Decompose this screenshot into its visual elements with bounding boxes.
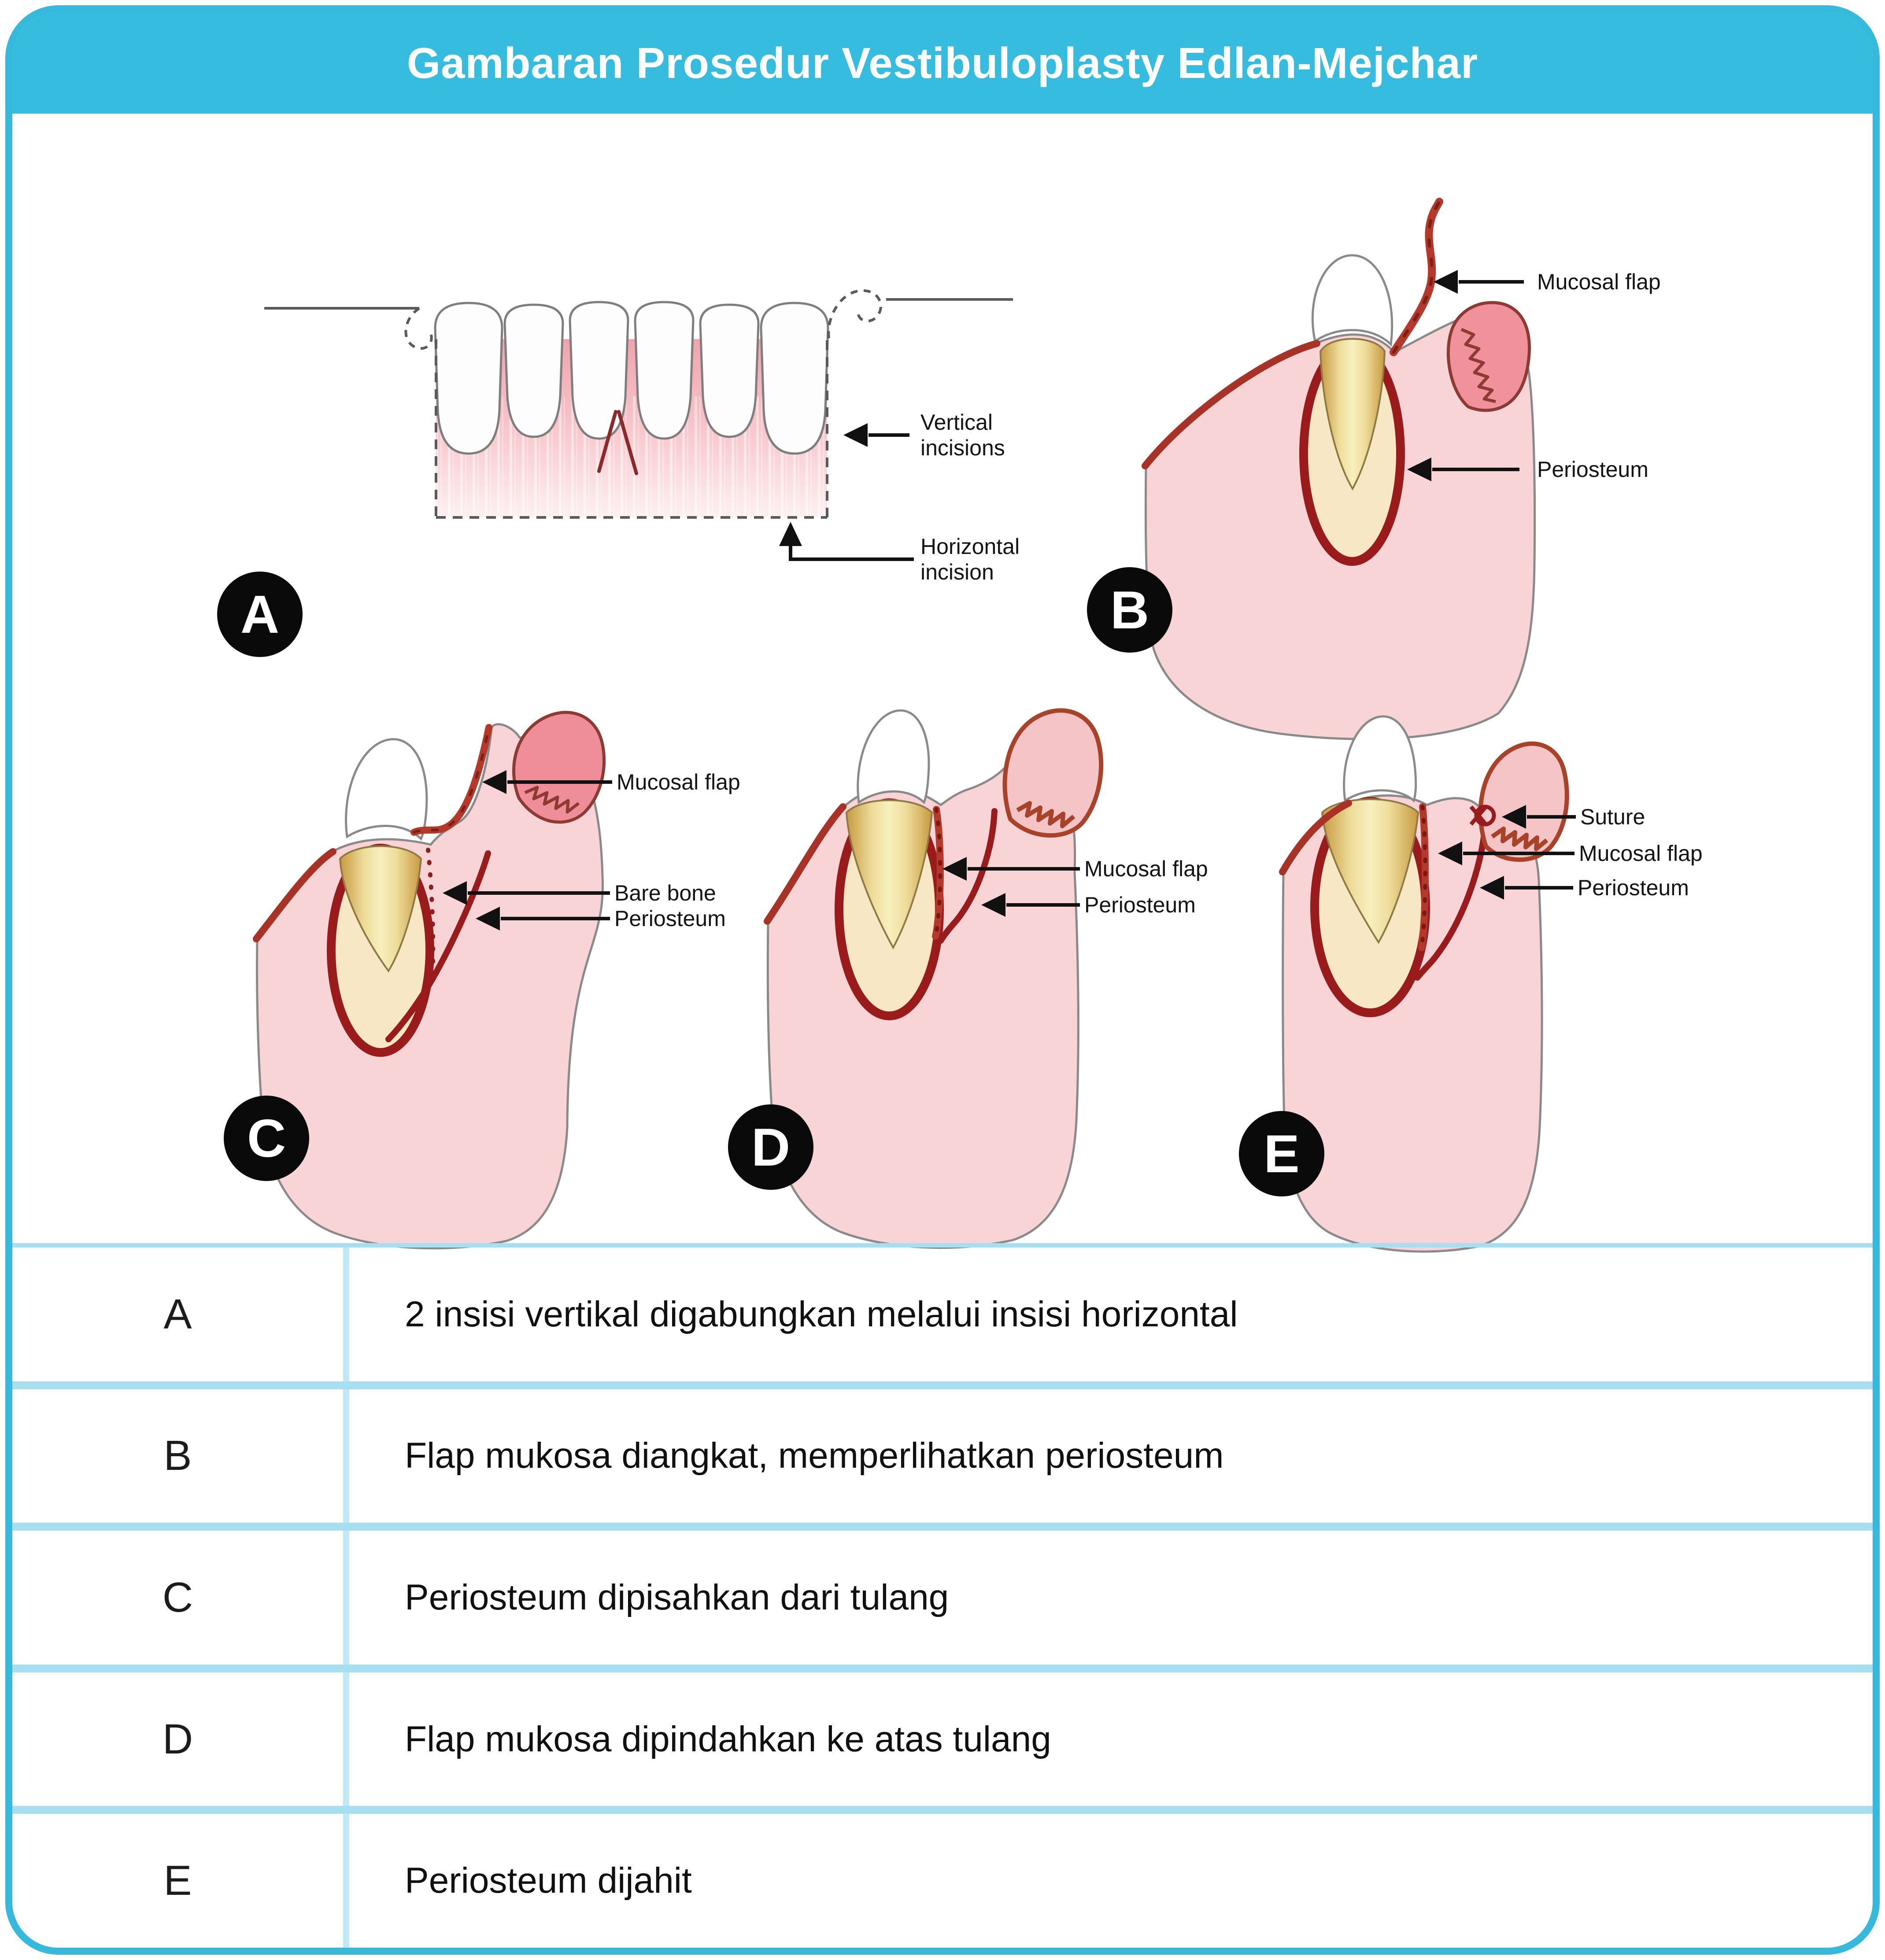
badge-b: B bbox=[1087, 567, 1172, 653]
row-description: Flap mukosa diangkat, memperlihatkan periosteum bbox=[405, 1436, 1224, 1476]
label-e-mucosal-flap: Mucosal flap bbox=[1579, 841, 1703, 866]
tooth-crown bbox=[858, 710, 929, 802]
arrow-vertical-incisions bbox=[843, 423, 909, 447]
label-c-periosteum: Periosteum bbox=[614, 906, 726, 931]
column-divider bbox=[343, 1814, 349, 1948]
column-divider bbox=[343, 1389, 349, 1523]
tooth-crown bbox=[346, 739, 427, 839]
mucosal-flap-band bbox=[1393, 202, 1439, 352]
row-letter: E bbox=[163, 1857, 192, 1905]
label-e-periosteum: Periosteum bbox=[1578, 875, 1689, 900]
row-description: Periosteum dipisahkan dari tulang bbox=[405, 1577, 949, 1617]
row-separator bbox=[12, 1806, 1873, 1814]
row-description: Flap mukosa dipindahkan ke atas tulang bbox=[405, 1719, 1051, 1759]
tooth-crown bbox=[1312, 255, 1392, 344]
row-separator bbox=[12, 1381, 1873, 1389]
table-row bbox=[12, 1672, 1873, 1806]
badge-e: E bbox=[1239, 1111, 1324, 1196]
badge-a: A bbox=[217, 572, 303, 657]
header-bar bbox=[12, 12, 1873, 114]
vestibular-lip-frill bbox=[1005, 710, 1101, 835]
row-description: Periosteum dijahit bbox=[405, 1860, 692, 1901]
row-letter: D bbox=[162, 1715, 193, 1763]
card bbox=[5, 5, 1880, 1955]
table-row bbox=[12, 1531, 1873, 1665]
row-description: 2 insisi vertikal digabungkan melalui insisi horizontal bbox=[405, 1294, 1238, 1334]
label-c-bare-bone: Bare bone bbox=[614, 881, 716, 905]
table-row bbox=[12, 1389, 1873, 1523]
badge-d: D bbox=[728, 1104, 813, 1190]
mucosal-flap-band bbox=[1422, 807, 1425, 948]
arrow-mucosal-flap bbox=[1434, 270, 1524, 294]
label-c-mucosal-flap: Mucosal flap bbox=[617, 770, 740, 794]
page-title: Gambaran Prosedur Vestibuloplasty Edlan-Mejchar bbox=[407, 38, 1478, 87]
arrow-horizontal-incision bbox=[779, 522, 914, 559]
label-vertical-incisions: Vertical incisions bbox=[920, 410, 1005, 460]
label-d-mucosal-flap: Mucosal flap bbox=[1084, 856, 1208, 881]
label-horizontal-incision: Horizontal incision bbox=[920, 534, 1020, 584]
row-letter: C bbox=[162, 1573, 193, 1621]
tooth-crown bbox=[1344, 716, 1416, 801]
column-divider bbox=[343, 1248, 349, 1381]
column-divider bbox=[343, 1672, 349, 1806]
vestibular-lip-frill bbox=[1481, 744, 1567, 860]
label-b-mucosal-flap: Mucosal flap bbox=[1537, 269, 1661, 294]
suture-knot bbox=[1471, 807, 1494, 824]
table-row bbox=[12, 1248, 1873, 1381]
badge-c: C bbox=[224, 1096, 309, 1181]
diagram-area bbox=[12, 114, 1873, 1243]
vestibular-lip-frill bbox=[514, 712, 604, 822]
vestibular-lip-frill bbox=[1448, 303, 1529, 410]
table-row bbox=[12, 1814, 1873, 1948]
label-b-periosteum: Periosteum bbox=[1537, 457, 1648, 482]
label-e-suture: Suture bbox=[1580, 805, 1645, 829]
panel-e-illustration bbox=[1268, 687, 1880, 1259]
label-d-periosteum: Periosteum bbox=[1084, 893, 1196, 917]
row-separator bbox=[12, 1523, 1873, 1531]
legend-table bbox=[12, 1243, 1873, 1948]
row-letter: A bbox=[163, 1290, 192, 1338]
row-letter: B bbox=[163, 1432, 192, 1480]
column-divider bbox=[343, 1531, 349, 1665]
row-separator bbox=[12, 1665, 1873, 1672]
